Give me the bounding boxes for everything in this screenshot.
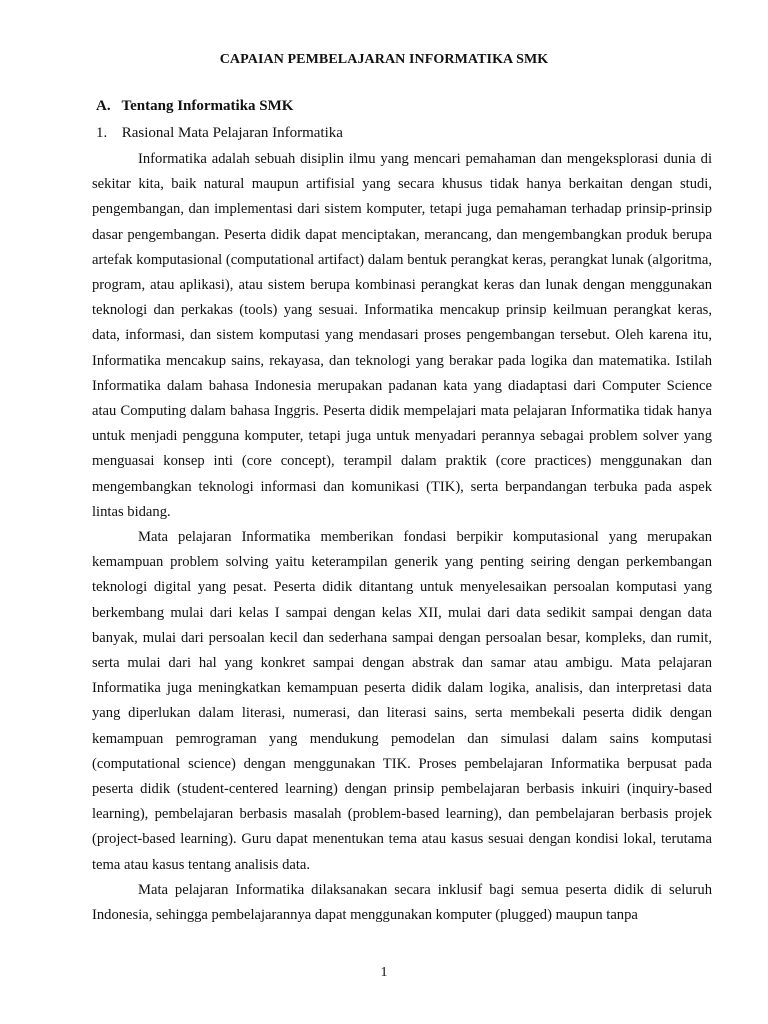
subsection-title: Rasional Mata Pelajaran Informatika [121,125,343,141]
document-title: CAPAIAN PEMBELAJARAN INFORMATIKA SMK [219,52,549,67]
subsection-heading [96,125,343,142]
section-heading [96,98,293,115]
subsection-number: 1. [96,125,108,141]
paragraph-3: Mata pelajaran Informatika dilaksanakan secara inklusif bagi semua peserta didik di seluruh Indonesia, sehingga pembelajarannya dapat menggunakan komputer (plugged) maupun tanpa [92,881,712,924]
section-title: Tentang Informatika SMK [121,98,294,114]
paragraph-2: Mata pelajaran Informatika memberikan fondasi berpikir komputasional yang merupakan kemampuan problem solving yaitu keterampilan generik yang penting seiring dengan perkembangan teknologi digital yang pesat. Peserta didik ditantang untuk menyelesaikan persoalan komputasi yang berkembang mulai dari kelas I sampai dengan kelas XII, mulai dari data sedikit sampai dengan data banyak, mulai dari persoalan kecil dan sederhana sampai dengan persoalan besar, kompleks, dan rumit, serta mulai dari hal yang konkret sampai dengan abstrak dan samar atau ambigu. Mata pelajaran Informatika juga meningkatkan kemampuan peserta didik dalam logika, analisis, dan interpretasi data yang diperlukan dalam literasi, numerasi, dan literasi sains, serta membekali peserta didik dengan kemampuan pemrograman yang mendukung pemodelan dan simulasi dalam sains komputasi (computational science) dengan menggunakan TIK. Proses pembelajaran Informatika berpusat pada peserta didik (student-centered learning) dengan prinsip pembelajaran berbasis inkuiri (inquiry-based learning), pembelajaran berbasis masalah (problem-based learning), dan pembelajaran berbasis projek (project-based learning). Guru dapat menentukan tema atau kasus sesuai dengan kondisi lokal, terutama tema atau kasus tentang analisis data. [92,529,712,873]
paragraph-1: Informatika adalah sebuah disiplin ilmu yang mencari pemahaman dan mengeksplorasi dunia di sekitar kita, baik natural maupun artifisial yang secara khusus tidak hanya berkaitan dengan studi, pengembangan, dan implementasi dari sistem komputer, tetapi juga pemahaman terhadap prinsip-prinsip dasar pengembangan. Peserta didik dapat menciptakan, merancang, dan mengembangkan produk berupa artefak komputasional (computational artifact) dalam bentuk perangkat keras, perangkat lunak (algoritma, program, atau aplikasi), atau sistem berupa kombinasi perangkat keras dan lunak dengan menggunakan teknologi dan perkakas (tools) yang sesuai. Informatika mencakup prinsip keilmuan perangkat keras, data, informasi, dan sistem komputasi yang mendasari proses pengembangan tersebut. Oleh karena itu, Informatika mencakup sains, rekayasa, dan teknologi yang berakar pada logika dan matematika. Istilah Informatika dalam bahasa Indonesia merupakan padanan kata yang diadaptasi dari Computer Science atau Computing dalam bahasa Inggris. Peserta didik mempelajari mata pelajaran Informatika tidak hanya untuk menjadi pengguna komputer, tetapi juga untuk menyadari perannya sebagai problem solver yang menguasai konsep inti (core concept), terampil dalam praktik (core practices) menggunakan dan mengembangkan teknologi informasi dan komunikasi (TIK), serta berpandangan terbuka pada aspek lintas bidang. [92,151,712,520]
section-number: A. [96,98,111,114]
body-text [92,147,712,928]
page-number: 1 [380,965,388,980]
